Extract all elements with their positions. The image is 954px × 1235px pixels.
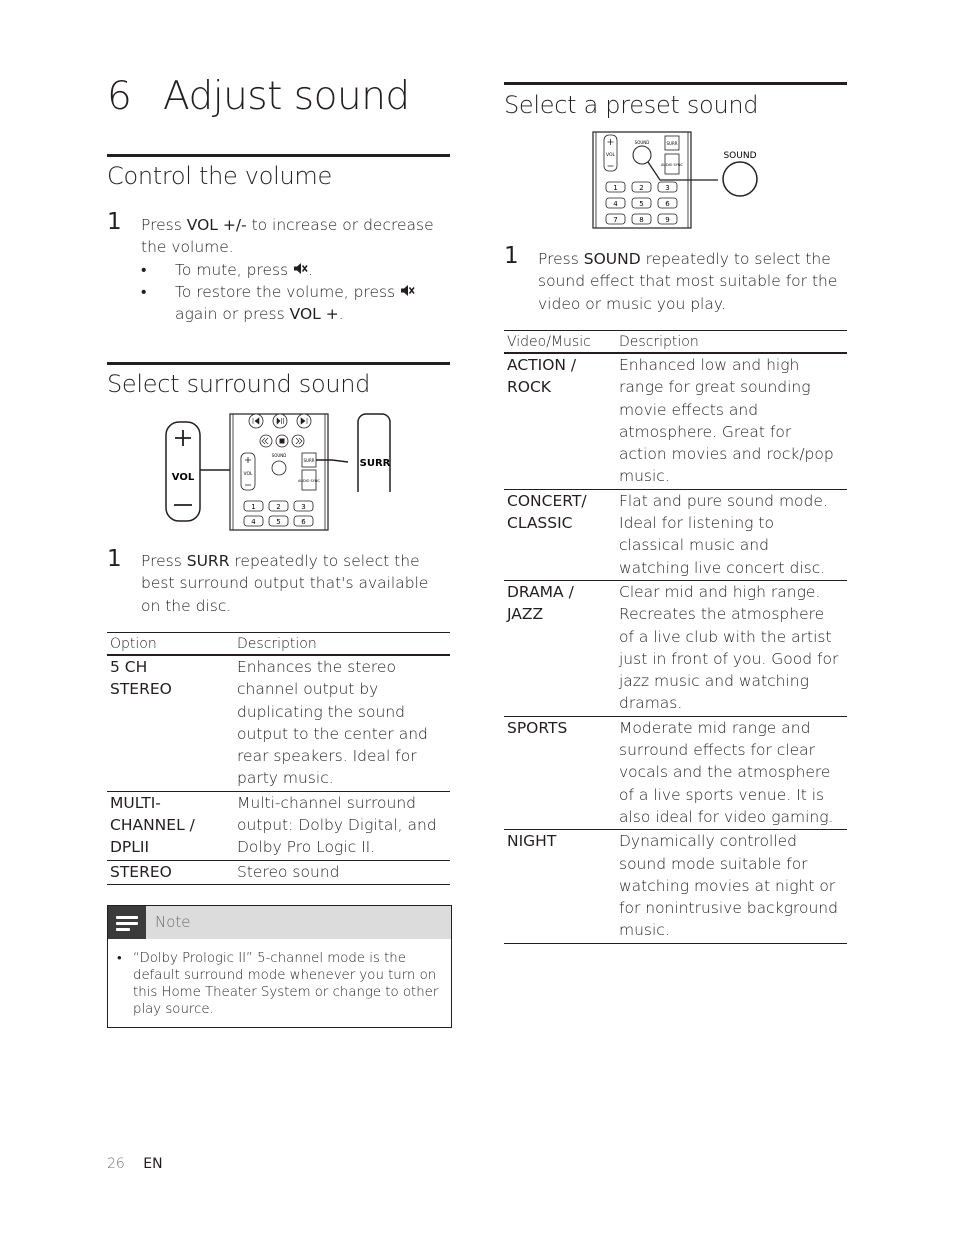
step-number: 1 [107,546,122,572]
preset-options-table [504,330,847,944]
preset-step-text: Press SOUND repeatedly to select the sound effect that most suitable for the video or music you play. [538,250,838,313]
note-header-bar [146,906,451,939]
sound-button-small [272,461,286,475]
svg-text:2: 2 [639,184,644,192]
mute-speaker-icon [400,283,415,301]
surr-label: SURR [359,458,391,469]
table-row: DRAMA / JAZZ Clear mid and high range. Recreates the atmosphere of a live club with the artist just in front of you. Good for jazz music and watching dramas. [504,580,847,716]
table-header-option: Option [107,633,234,656]
svg-text:4: 4 [613,200,618,208]
heading-select-preset: Select a preset sound [504,91,759,119]
table-header-description: Description [616,331,847,354]
table-row: MULTI-CHANNEL / DPLII Multi-channel surround output: Dolby Digital, and Dolby Pro Logic II. [107,791,450,860]
svg-text:2: 2 [276,503,281,511]
svg-text:9: 9 [665,216,670,224]
table-row: SPORTS Moderate mid range and surround effects for clear vocals and the atmosphere of a live sports venue. It is also ideal for video gaming. [504,716,847,829]
sound-label: SOUND [723,151,757,161]
svg-text:5: 5 [276,518,281,526]
surround-step-text: Press SURR repeatedly to select the best surround output that's available on the disc. [141,552,429,615]
svg-text:VOL: VOL [605,153,616,158]
key-vol-plus: VOL + [289,305,339,324]
svg-text:SOUND: SOUND [271,453,287,458]
surround-remote-illustration [160,410,400,534]
volume-step-text: Press VOL +/- to increase or decrease the volume. • To mute, press . • To restore the volume, press again or press VOL +. [141,214,441,325]
svg-text:1: 1 [613,184,618,192]
heading-control-volume: Control the volume [107,162,332,190]
svg-text:1: 1 [251,503,256,511]
svg-text:6: 6 [665,200,670,208]
note-text: “Dolby Prologic II” 5-channel mode is the default surround mode whenever you turn on this Home Theater System or change to other play source. [133,951,439,1017]
note-icon [108,906,146,939]
bullet-restore: • To restore the volume, press again or press VOL +. [141,281,441,326]
svg-text:4: 4 [251,518,256,526]
key-surr: SURR [186,552,230,570]
step-number: 1 [107,209,122,235]
svg-text:7: 7 [613,216,618,224]
section-rule [504,82,847,85]
table-row: 5 CH STEREO Enhances the stereo channel output by duplicating the sound output to the center and rear speakers. Ideal for party music. [107,655,450,791]
chapter-title-text: Adjust sound [163,74,410,119]
svg-text:AUDIO SYNC: AUDIO SYNC [298,479,320,483]
surround-options-table [107,632,450,885]
sound-button-small [633,146,651,164]
svg-text:SOUND: SOUND [634,140,650,145]
key-sound: SOUND [583,250,641,268]
chapter-number: 6 [107,74,132,119]
section-rule [107,362,450,365]
preset-remote-illustration [590,128,770,232]
page-footer [107,1156,163,1172]
sound-button-large [723,162,757,196]
svg-text:SURR: SURR [666,141,678,146]
svg-text:AUDIO SYNC: AUDIO SYNC [661,163,683,167]
step-number: 1 [504,243,519,269]
vol-label: VOL [171,472,195,483]
table-row: ACTION / ROCK Enhanced low and high range for great sounding movie effects and atmosphere. Great for action movies and rock/pop music. [504,353,847,489]
note-box: Note • “Dolby Prologic II” 5-channel mode is the default surround mode whenever you turn on this Home Theater System or change to other play source. [107,905,452,1028]
heading-select-surround: Select surround sound [107,370,371,398]
mute-speaker-icon [293,261,308,279]
svg-text:5: 5 [639,200,644,208]
volume-bullets [141,259,441,326]
key-vol-plus-minus: VOL +/- [186,216,247,234]
table-header-description: Description [234,633,450,656]
bullet-mute: • To mute, press . [141,259,441,281]
section-rule [107,154,450,157]
table-row: CONCERT/ CLASSIC Flat and pure sound mode. Ideal for listening to classical music and watching live concert disc. [504,489,847,580]
svg-text:3: 3 [301,503,306,511]
svg-text:SURR: SURR [303,458,315,463]
surr-button-large [358,414,390,492]
svg-text:6: 6 [301,518,306,526]
table-row: STEREO Stereo sound [107,860,450,884]
note-label: Note [155,913,191,931]
language-code: EN [143,1156,163,1172]
table-row: NIGHT Dynamically controlled sound mode suitable for watching movies at night or for nonintrusive background music. [504,830,847,943]
table-header-video-music: Video/Music [504,331,616,354]
svg-text:3: 3 [665,184,670,192]
chapter-title [107,74,410,119]
svg-text:8: 8 [639,216,644,224]
svg-text:VOL: VOL [243,472,253,477]
page-number: 26 [107,1156,125,1172]
